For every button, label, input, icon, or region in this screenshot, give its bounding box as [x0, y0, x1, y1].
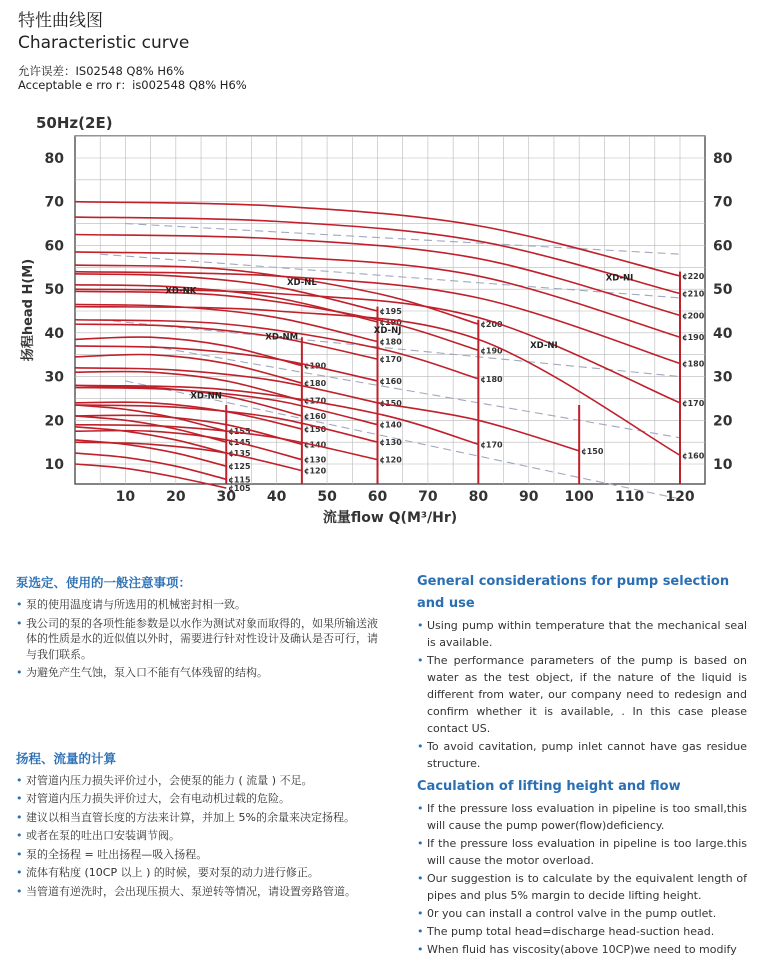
curve-label: ¢105 — [228, 484, 251, 494]
cn-section2-item: • 对管道内压力损失评价过小，会使泵的能力 ( 流量 ) 不足。 — [16, 773, 388, 789]
y-tick-label-right: 50 — [713, 282, 733, 299]
curve-label: ¢190 — [303, 361, 327, 371]
cn-section2-item: • 当管道有逆洗时，会出现压损大、泵逆转等情况，请设置旁路管道。 — [16, 884, 388, 900]
model-label: XD-NM — [265, 332, 299, 343]
curve-label: ¢210 — [682, 289, 705, 299]
curve-label: ¢180 — [379, 337, 402, 347]
y-tick-label-right: 80 — [713, 151, 733, 167]
y-tick-label-right: 60 — [713, 238, 733, 255]
tolerance-cn: 允许误差：IS02548 Q8% H6% — [18, 64, 185, 78]
curve-label: ¢140 — [379, 420, 402, 430]
curve-label: ¢180 — [303, 379, 327, 389]
curve-label: ¢190 — [480, 346, 503, 356]
curve-label: ¢160 — [379, 376, 402, 386]
en-section1-item: • The performance parameters of the pump is based on water as the test object, if the nature of the liquid is different from water, our company need to redesign and confirm whether it is available, . In this case please contact US. — [417, 652, 747, 737]
y-tick-label: 60 — [44, 238, 64, 255]
y-tick-label-right: 40 — [713, 325, 733, 342]
curve-label: ¢160 — [303, 411, 327, 421]
curve-label: ¢220 — [682, 272, 705, 282]
curve-label: ¢160 — [682, 451, 705, 461]
tolerance-block — [18, 64, 247, 92]
x-tick-label: 90 — [519, 489, 539, 505]
y-tick-label: 40 — [44, 325, 64, 342]
en-section1-item: • Using pump within temperature that the mechanical seal is available. — [417, 617, 747, 651]
y-tick-label-right: 10 — [713, 457, 733, 473]
curve-label: ¢200 — [682, 311, 705, 321]
y-axis-label: 扬程head H(M) — [21, 258, 36, 362]
cn-section2-item: • 泵的全扬程 = 吐出扬程—吸入扬程。 — [16, 847, 388, 863]
model-label: XD-NL — [286, 277, 317, 288]
characteristic-chart — [0, 108, 774, 528]
cn-section2-list — [16, 773, 388, 900]
cn-section2-title: 扬程、流量的计算 — [16, 750, 117, 766]
y-tick-label: 30 — [44, 369, 64, 386]
y-tick-label: 20 — [44, 413, 64, 430]
curve-label: ¢170 — [379, 355, 402, 365]
curve-label: ¢150 — [581, 446, 604, 456]
x-tick-label: 110 — [614, 489, 645, 505]
cn-section1-title: 泵选定、使用的一般注意事项： — [16, 575, 192, 590]
curve-label: ¢135 — [228, 449, 251, 459]
cn-section1-item: • 泵的使用温度请与所选用的机械密封相一致。 — [16, 597, 388, 613]
curve-label: ¢150 — [379, 398, 402, 408]
en-section2-item: • The pump total head=discharge head-suction head. — [417, 923, 747, 940]
curve-label: ¢170 — [480, 440, 503, 450]
x-tick-label: 10 — [115, 489, 136, 505]
curve-label: ¢155 — [228, 427, 251, 437]
cn-section1-list — [16, 597, 388, 681]
cn-section1-item: • 我公司的泵的各项性能参数是以水作为测试对象而取得的，如果所输送液体的性质是水的近似值以外时，需要进行针对性设计及确认是否可行，请与我们联系。 — [16, 616, 388, 663]
x-tick-label: 100 — [564, 489, 594, 505]
x-tick-label: 120 — [665, 489, 695, 505]
x-tick-label: 30 — [216, 489, 236, 505]
y-tick-label-right: 70 — [713, 194, 733, 211]
tolerance-en: Acceptable e rro r：is002548 Q8% H6% — [18, 78, 247, 92]
x-tick-label: 80 — [468, 489, 489, 505]
en-column — [417, 571, 747, 959]
y-tick-label: 80 — [44, 151, 64, 167]
curve-label: ¢120 — [303, 466, 327, 476]
x-axis-label: 流量flow Q(M³/Hr) — [322, 510, 458, 526]
x-tick-label: 40 — [266, 489, 287, 505]
curve-label: ¢125 — [228, 462, 251, 472]
en-section2-item: • If the pressure loss evaluation in pipeline is too large.this will cause the motor overload. — [417, 835, 747, 869]
en-section2-item: • If the pressure loss evaluation in pipeline is too small,this will cause the pump power(flow)deficiency. — [417, 800, 747, 834]
en-section2-item: • Our suggestion is to calculate by the equivalent length of pipes and plus 5% margin to decide lifting height. — [417, 870, 747, 904]
en-section2-item: • 0r you can install a control valve in the pump outlet. — [417, 905, 747, 922]
en-section2-title: Caculation of lifting height and flow — [417, 779, 681, 794]
model-label: XD-NJ — [373, 325, 402, 336]
x-tick-label: 70 — [418, 489, 438, 505]
en-section1-item: • To avoid cavitation, pump inlet cannot have gas residue structure. — [417, 738, 747, 772]
curve-label: ¢140 — [303, 440, 327, 450]
page-header — [18, 10, 189, 54]
cn-section1-item: • 为避免产生气蚀，泵入口不能有气体残留的结构。 — [16, 665, 388, 681]
y-tick-label: 50 — [44, 282, 64, 299]
curve-label: ¢195 — [379, 307, 402, 316]
curve-label: ¢145 — [228, 438, 251, 448]
curve-label: ¢150 — [303, 425, 327, 435]
curve-label: ¢120 — [379, 455, 402, 465]
y-tick-label: 10 — [44, 457, 64, 473]
curve-label: ¢190 — [379, 317, 402, 327]
model-label: XD-NK — [165, 286, 197, 297]
en-section2-item: • When fluid has viscosity(above 10CP)we need to modify — [417, 941, 747, 958]
cn-section2-item: • 建议以相当直管长度的方法来计算，并加上 5%的余量来决定扬程。 — [16, 810, 388, 826]
curve-label: ¢170 — [303, 396, 327, 406]
y-tick-label-right: 30 — [713, 369, 733, 386]
en-section2-list — [417, 800, 747, 958]
model-label: XD-NI — [530, 341, 558, 352]
curve-label: ¢115 — [228, 475, 251, 485]
chart-title: 50Hz(2E) — [36, 114, 113, 132]
y-tick-label: 70 — [44, 194, 64, 211]
en-section1-title: General considerations for pump selection and use — [417, 574, 730, 611]
curve-label: ¢190 — [682, 333, 705, 343]
title-en: Characteristic curve — [18, 33, 190, 53]
cn-section2-item: • 或者在泵的吐出口安装调节阀。 — [16, 828, 388, 844]
curve-label: ¢180 — [682, 359, 705, 369]
curve-label: ¢130 — [379, 438, 402, 448]
model-label: XD-NI — [605, 273, 634, 284]
curve-label: ¢130 — [303, 455, 327, 465]
y-tick-label-right: 20 — [713, 413, 733, 430]
curve-label: ¢200 — [480, 320, 503, 330]
cn-column — [16, 573, 388, 902]
x-tick-label: 20 — [166, 489, 186, 505]
x-tick-label: 50 — [317, 489, 337, 505]
title-cn: 特性曲线图 — [18, 11, 103, 31]
curve-label: ¢170 — [682, 398, 705, 408]
en-section1-list — [417, 617, 747, 772]
cn-section2-item: • 流体有粘度 (10CP 以上 ) 的时候，要对泵的动力进行修正。 — [16, 865, 388, 881]
cn-section2-item: • 对管道内压力损失评价过大，会有电动机过载的危险。 — [16, 791, 388, 807]
x-tick-label: 60 — [367, 489, 388, 505]
model-label: XD-NN — [190, 391, 222, 402]
curve-label: ¢180 — [480, 374, 503, 384]
